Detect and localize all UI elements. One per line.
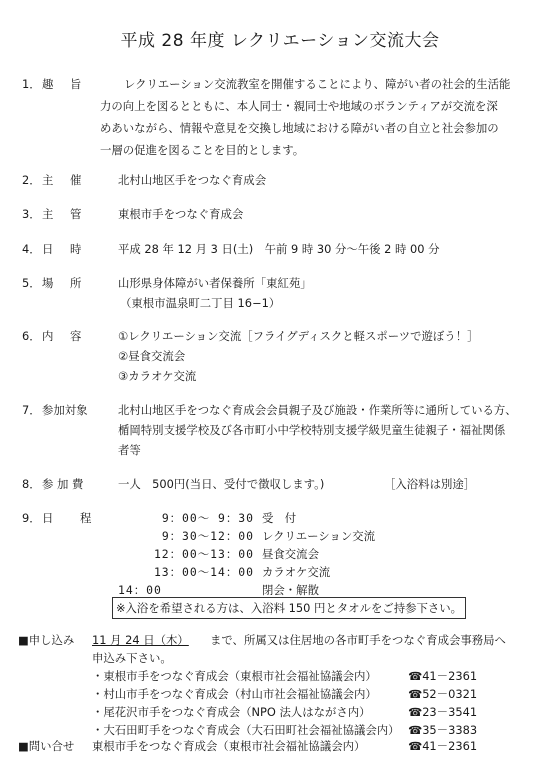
fee: 一人 500円(当日、受付で徴収します。): [118, 477, 325, 491]
contact-tel: ☎41－2361: [408, 669, 478, 683]
section-3-label-b: 管: [70, 207, 82, 221]
application-label: ■申し込み: [18, 633, 75, 647]
contact-name: ・東根市手をつなぐ育成会（東根市社会福祉協議会内）: [92, 669, 377, 683]
purpose-line: 一層の促進を図ることを目的とします。: [100, 143, 305, 157]
application-deadline: 11 月 24 日（木）: [92, 633, 189, 647]
venue-address: （東根市温泉町二丁目 16−1）: [120, 296, 281, 310]
section-5-number: 5．: [22, 276, 41, 290]
schedule-time: 13：00～14：00: [153, 565, 254, 579]
bath-note: ※入浴を希望される方は、入浴料 150 円とタオルをご持参下さい。: [112, 597, 466, 619]
schedule-event: 昼食交流会: [262, 547, 319, 561]
section-4-number: 4．: [22, 242, 41, 256]
content-item: ①レクリエーション交流［フライグディスクと軽スポーツで遊ぼう！］: [118, 329, 479, 343]
date-time: 平成 28 年 12 月 3 日(土) 午前 9 時 30 分～午後 2 時 00 分: [118, 242, 440, 256]
section-8-label: 参 加 費: [42, 477, 84, 491]
section-3-number: 3．: [22, 207, 41, 221]
section-6-number: 6．: [22, 329, 41, 343]
application-text: 申込み下さい。: [92, 651, 172, 665]
venue-name: 山形県身体障がい者保養所「東紅苑」: [118, 276, 312, 290]
schedule-time: 14：00: [118, 583, 162, 597]
schedule-event: カラオケ交流: [262, 565, 331, 579]
inquiry-name: 東根市手をつなぐ育成会（東根市社会福祉協議会内）: [92, 739, 366, 753]
contact-tel: ☎35－3383: [408, 723, 478, 737]
bath-fee-note: ［入浴料は別途］: [384, 477, 476, 491]
participants-line: 楯岡特別支援学校及び各市町小中学校特別支援学級児童生徒親子・福祉関係: [118, 423, 506, 437]
participants-line: 北村山地区手をつなぐ育成会会員親子及び施設・作業所等に通所している方、: [118, 403, 517, 417]
inquiry-label: ■問い合せ: [18, 739, 75, 753]
content-item: ③カラオケ交流: [118, 369, 197, 383]
page-title: 平成 28 年度 レクリエーション交流大会: [120, 31, 440, 51]
schedule-time: 12：00～13：00: [153, 547, 254, 561]
section-2-number: 2．: [22, 173, 41, 187]
contact-tel: ☎23－3541: [408, 705, 478, 719]
contact-name: ・尾花沢市手をつなぐ育成会（NPO 法人はながさ内）: [92, 705, 371, 719]
manager: 東根市手をつなぐ育成会: [118, 207, 244, 221]
section-2-label-b: 催: [70, 173, 82, 187]
contact-tel: ☎52－0321: [408, 687, 478, 701]
purpose-line: めあいながら、情報や意見を交換し地域における障がい者の自立と社会参加の: [100, 121, 499, 135]
schedule-event: 閉会・解散: [262, 583, 319, 597]
section-7-label: 参加対象: [42, 403, 88, 417]
section-3-label-a: 主: [42, 207, 57, 221]
section-6-label-a: 内: [42, 329, 57, 343]
section-6-label-b: 容: [70, 329, 82, 343]
section-8-number: 8．: [22, 477, 41, 491]
section-4-label-a: 日: [42, 242, 57, 256]
purpose-line: 力の向上を図るとともに、本人同士・親同士や地域のボランティアが交流を深: [100, 99, 498, 113]
schedule-time: 9：00～ 9：30: [161, 511, 254, 525]
section-5-label-b: 所: [70, 276, 82, 290]
section-1-label-b: 旨: [70, 77, 82, 91]
organizer: 北村山地区手をつなぐ育成会: [118, 173, 267, 187]
contact-name: ・村山市手をつなぐ育成会（村山市社会福祉協議会内）: [92, 687, 377, 701]
inquiry-tel: ☎41－2361: [408, 739, 478, 753]
section-1-label-a: 趣: [42, 77, 57, 91]
schedule-event: 受 付: [262, 511, 297, 525]
content-item: ②昼食交流会: [118, 349, 186, 363]
participants-line: 者等: [118, 443, 141, 457]
schedule-time: 9：30～12：00: [161, 529, 254, 543]
section-4-label-b: 時: [70, 242, 82, 256]
section-2-label-a: 主: [42, 173, 57, 187]
schedule-event: レクリエーション交流: [262, 529, 375, 543]
section-5-label-a: 場: [42, 276, 57, 290]
purpose-line: レクリエーション交流教室を開催することにより、障がい者の社会的生活能: [124, 77, 511, 91]
section-9-number: 9．: [22, 511, 41, 525]
contact-name: ・大石田町手をつなぐ育成会（大石田町社会福祉協議会内）: [92, 723, 400, 737]
section-7-number: 7．: [22, 403, 41, 417]
application-text: まで、所属又は住居地の各市町手をつなぐ育成会事務局へ: [210, 633, 506, 647]
section-9-label-a: 日: [42, 511, 57, 525]
section-9-label-b: 程: [80, 511, 92, 525]
section-1-number: 1．: [22, 77, 41, 91]
